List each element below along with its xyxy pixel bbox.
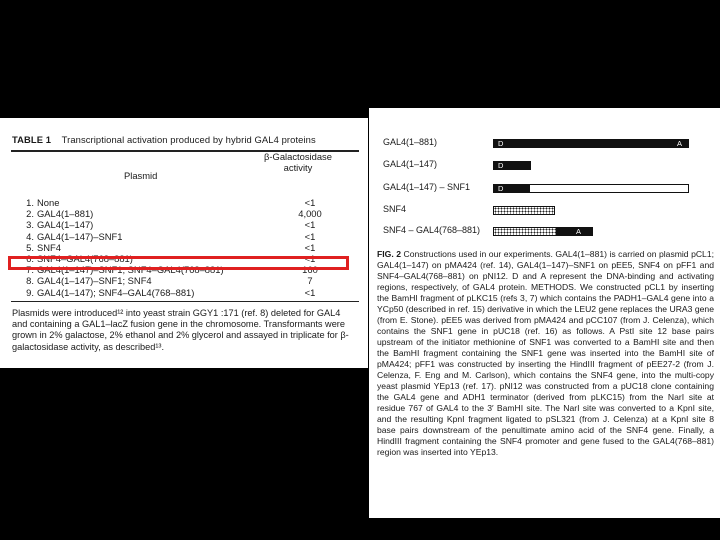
row-plasmid: GAL4(1–147); SNF4–GAL4(768–881) [37,286,195,298]
construct-bar-gal4-full [493,139,689,148]
table-bottom-rule [11,301,359,302]
table-row [20,275,350,286]
activating-mark: A [576,227,582,236]
construct-label: GAL4(1–147) – SNF1 [383,182,471,192]
row-number: 5. [26,241,34,253]
construct-bar-snf4 [493,206,555,215]
row-plasmid: SNF4 [37,241,61,253]
construct-label: SNF4 – GAL4(768–881) [383,225,481,235]
table-row [20,242,350,253]
figure-panel [369,108,720,518]
construct-label: GAL4(1–881) [383,137,438,147]
row-plasmid: None [37,197,60,208]
row-plasmid: GAL4(1–881) [37,208,94,220]
row-plasmid: GAL4(1–147) [37,219,94,231]
figure-caption-text: Constructions used in our experiments. GAL4(1–881) is carried on plasmid pCL1; GAL4(1–147) on pMA424 (ref. 14), GAL4(1–147)–SNF1 on pEE5, SNF4 on pFF1 and SNF4–GAL4(768–881) on pNI12. D and A represent the DNA-binding and activating regions, respectively, of GAL4 protein. METHODS. We constructed pCL1 by inserting the BamHI fragment of pLKC15 (refs 3, 7) which contains the PADH1–GAL4 gene into a YCp50 (described in ref. 15) derivative in which the LEU2 gene replaces the URA3 gene (from E. Stone). pEE5 was derived from pMA424 and pCC107 (from J. Celenza), which contains the SNF1 gene in pUC18 (ref. 16) as follows. A PstI site 12 base pairs upstream of the initiator methionine of SNF1 was converted to a BamHI site and then the BamHI fragment containing the SNF1 gene was inserted into the BamHI site of pMA424; pFF1 was constructed by inserting the HindIII fragment of pEE27-2 (from J. Celenza, F. Eng and M. Carlson), which contains the SNF4 gene, into the multi-copy yeast plasmid YEp13 (ref. 17). pNI12 was constructed from a pUC18 clone containing the GAL4 gene and ADH1 terminator (derived from pLKC15) from the NarI site at residue 767 of GAL4 to the 3′ BamHI site. The NarI site was converted to a KpnI site, and the resulting KpnI fragment ligated to pSL321 (from J. Celenza) at a KpnI site 8 base pairs downstream of the penultimate amino acid of the SNF4 gene. Finally, a HindIII fragment containing the SNF4 promoter and gene fused to the GAL4(768–881) region was inserted into YEp13. [377,249,715,457]
row-activity: 7 [307,275,313,287]
column-header-activity-line1: β-Galactosidase [264,151,332,162]
row-activity: <1 [304,219,316,231]
row-activity: 160 [302,264,318,276]
table-title: Transcriptional activation produced by hybrid GAL4 proteins [61,134,316,145]
row-number: 9. [26,286,34,298]
row-number: 2. [26,208,34,220]
table-row [20,208,350,219]
column-header-activity-line2: activity [283,162,313,173]
row-activity: <1 [304,286,316,298]
table-body [20,197,350,298]
table-row [20,197,350,208]
column-header-plasmid: Plasmid [124,170,158,181]
table-footnote: Plasmids were introduced¹² into yeast strain GGY1 :171 (ref. 8) deleted for GAL4 and containing a GAL1–lacZ fusion gene in the chromosome. Transformants were grown in 2% galactose, 2% ethanol and 2% glycerol and assayed in triplicate for β-galactosidase activity, as described¹³. [12,308,349,352]
row-plasmid: GAL4(1–147)–SNF1 [37,230,123,242]
construct-bar-gal4-snf1 [493,184,689,193]
highlight-box [8,256,349,270]
row-activity: 4,000 [298,208,322,220]
table-row [20,219,350,230]
figure-label: FIG. 2 [377,249,401,259]
ad-segment [556,228,593,235]
row-number: 7. [26,264,34,276]
dna-binding-mark: D [498,139,504,148]
row-activity: <1 [304,241,316,253]
dna-binding-mark: D [498,184,504,193]
row-activity: <1 [304,197,316,208]
row-activity: <1 [304,252,316,264]
row-number: 6. [26,252,34,264]
table-label: TABLE 1 [12,134,52,145]
table-row [20,231,350,242]
construct-bar-snf4-gal4-ad [493,227,593,236]
table-caption [12,134,316,145]
table-row [20,287,350,298]
row-number: 1. [26,197,34,208]
row-plasmid: SNF4–GAL4(768–881) [37,252,133,264]
row-activity: <1 [304,230,316,242]
construct-label: GAL4(1–147) [383,159,438,169]
row-number: 4. [26,230,34,242]
figure-caption [377,249,714,458]
table-panel [0,118,368,368]
row-number: 8. [26,275,34,287]
construct-bar-gal4-dbd [493,161,531,170]
row-number: 3. [26,219,34,231]
row-plasmid: GAL4(1–147)–SNF1; SNF4–GAL4(768–881) [37,264,224,276]
dna-binding-mark: D [498,161,504,170]
activating-mark: A [676,139,682,148]
row-plasmid: GAL4(1–147)–SNF1; SNF4 [37,275,152,287]
column-header-activity [258,151,338,173]
construct-label: SNF4 [383,204,407,214]
